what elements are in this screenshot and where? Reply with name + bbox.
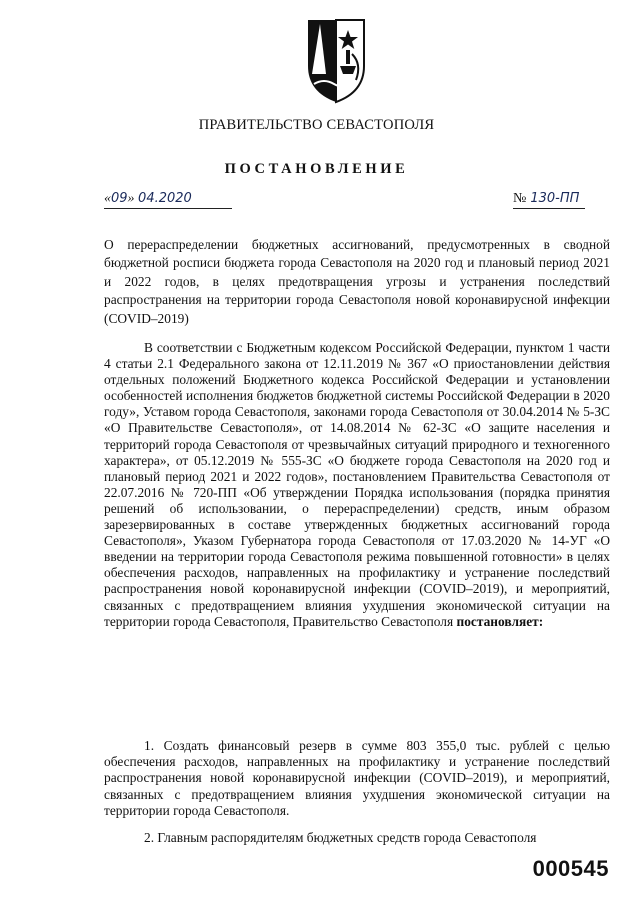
document-title: ПОСТАНОВЛЕНИЕ [224,161,409,177]
date-close-quote: » [127,191,135,206]
list-item: 1. Создать финансовый резерв в сумме 803 355,0 тыс. рублей с целью обеспечения расходов, направленных на профилактику и устранение последствий распространения новой коронавирусной инфекции (COVID–2019), и мероприятий, связанных с предотвращением влияния ухудшения экономической ситуации на территории города Севастополя. [104,738,610,818]
sevastopol-coat-of-arms-icon [290,14,382,106]
government-name: ПРАВИТЕЛЬСТВО СЕВАСТОПОЛЯ [198,117,435,133]
preamble-paragraph [104,340,610,630]
preamble-text: В соответствии с Бюджетным кодексом Российской Федерации, пунктом 1 части 4 статьи 2.1 Федерального закона от 12.11.2019 № 367 «О приостановлении действия отдельных положений Бюджетного кодекса Российской Федерации и установлении особенностей исполнения бюджетов бюджетной системы Российской Федерации в 2020 году», Уставом города Севастополя, законами города Севастополя от 30.04.2014 № 5-ЗС «О Правительстве Севастополя», от 14.08.2014 № 62-ЗС «О защите населения и территорий города Севастополя от чрезвычайных ситуаций природного и техногенного характера», от 05.12.2019 № 555-ЗС «О бюджете города Севастополя на 2020 год и плановый период 2021 и 2022 годов», постановлением Правительства Севастополя от 22.07.2016 № 720-ПП «Об утверждении Порядка использования (порядка принятия решений об использовании, о перераспределении) средств, иным образом зарезервированных в составе утвержденных бюджетных ассигнований города Севастополя», Указом Губернатора города Севастополя от 17.03.2020 № 14-УГ «О введении на территории города Севастополя режима повышенной готовности» в целях обеспечения расходов, направленных на профилактику и устранение последствий распространения новой коронавирусной инфекции (COVID–2019), и мероприятий, связанных с предотвращением влияния ухудшения экономической ситуации на территории города Севастополя, Правительство Севастополя [104,340,610,629]
list-item: 2. Главным распорядителям бюджетных средств города Севастополя [144,830,537,845]
serial-number: 000545 [532,856,609,881]
decree-word: постановляет: [456,613,544,629]
date-open-quote: « [104,191,111,206]
document-subject: О перераспределении бюджетных ассигнований, предусмотренных в сводной бюджетной росписи бюджета города Севастополя на 2020 год и плановый период 2021 и 2022 годов, в целях предотвращения угрозы и устранения последствий распространения на территории города Севастополя новой коронавирусной инфекции (COVID–2019) [104,237,610,326]
document-number [513,190,585,209]
number-prefix: № [513,191,527,206]
date-day: 09 [111,191,128,206]
document-date [104,190,232,209]
date-month-year: 04.2020 [138,191,192,206]
number-value: 130-ПП [530,191,580,206]
